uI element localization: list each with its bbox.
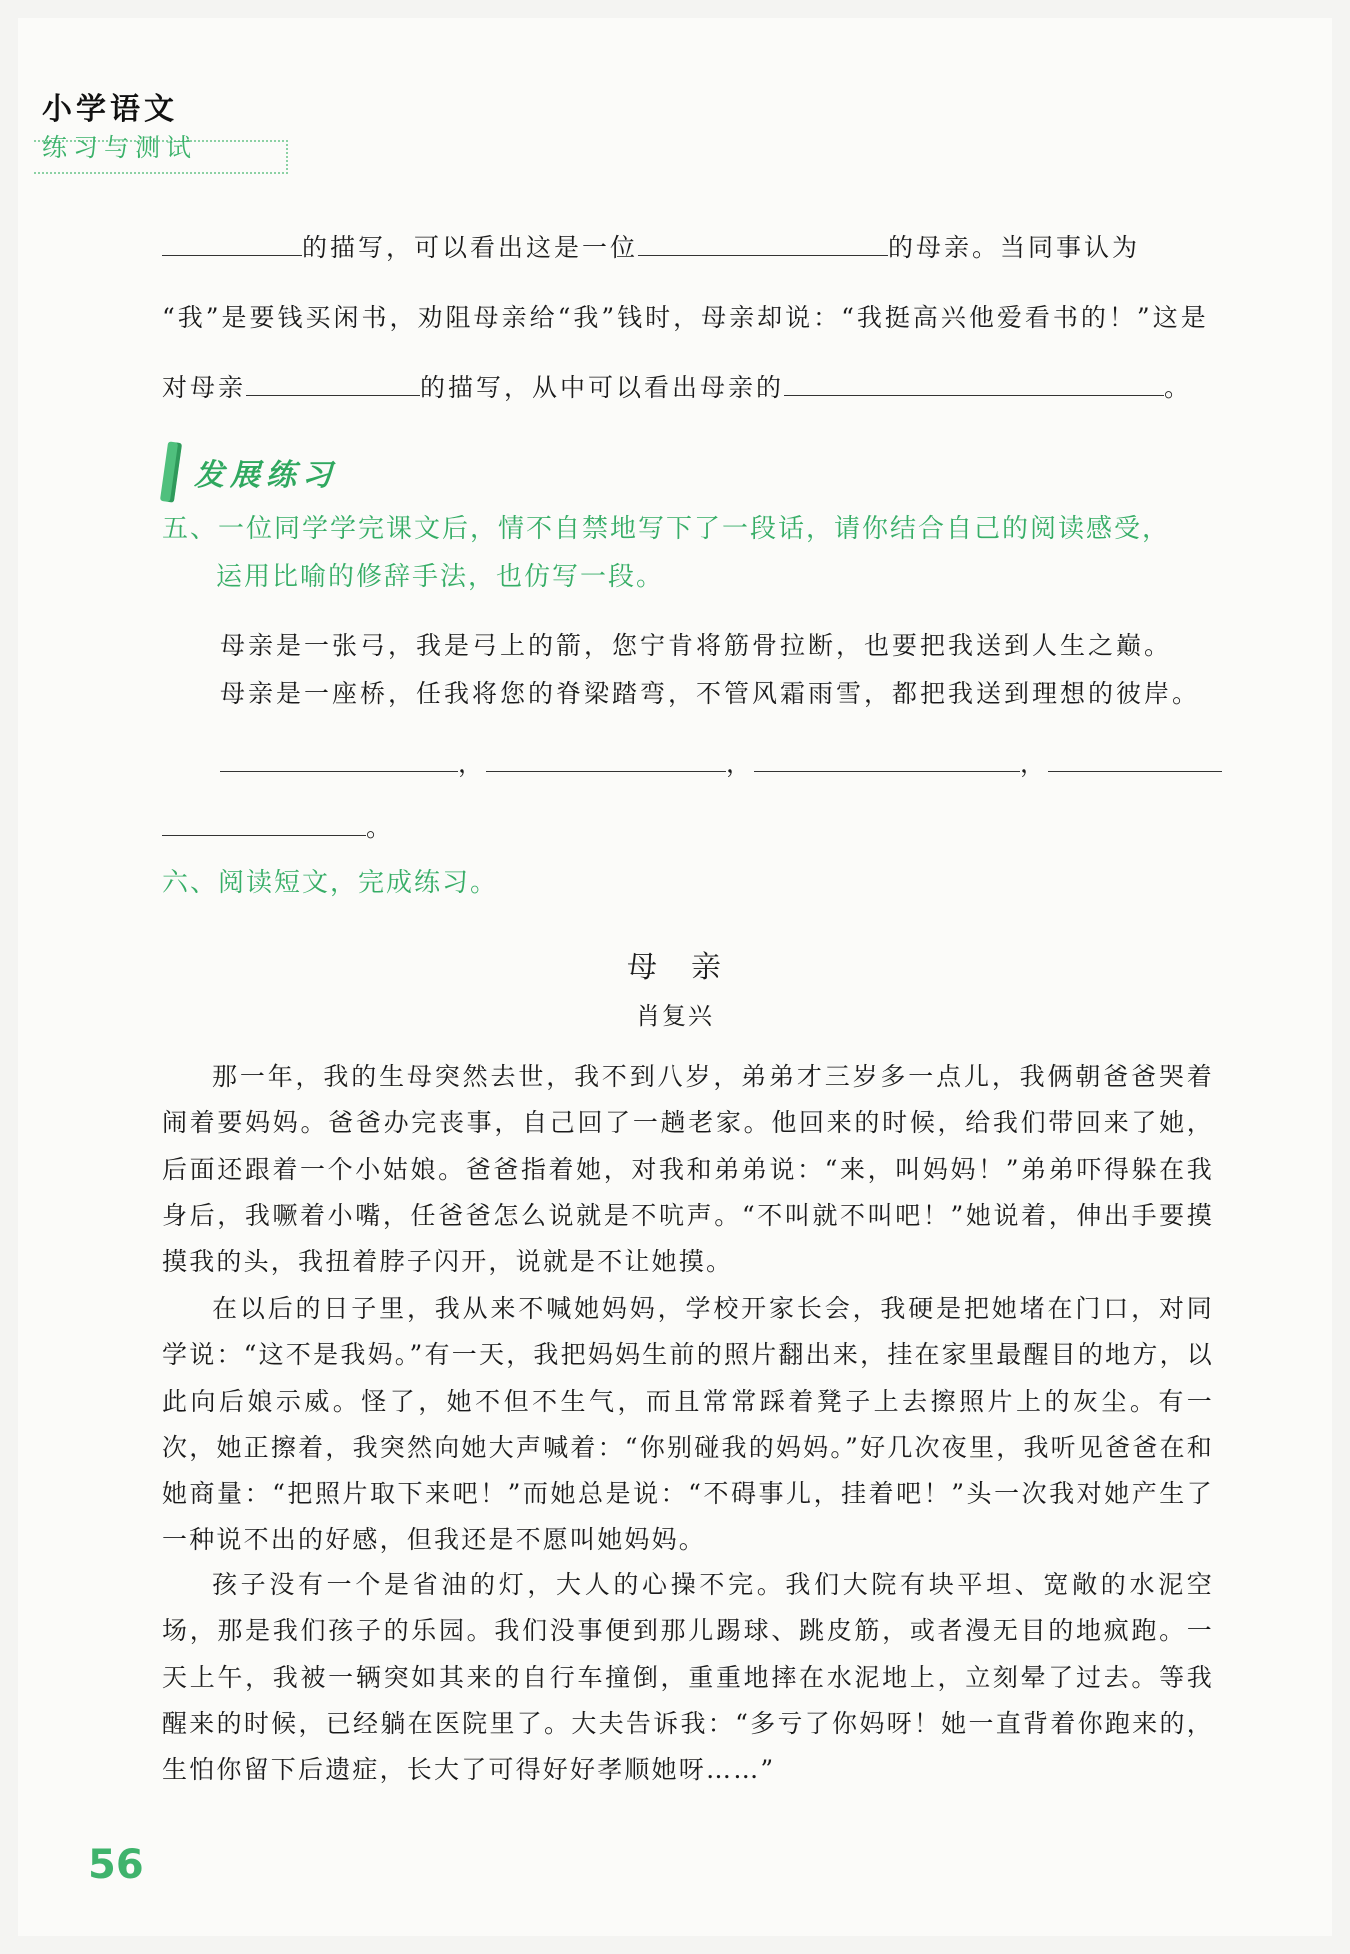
book-title: 小学语文: [42, 92, 178, 127]
answer-blank[interactable]: [784, 369, 1164, 396]
punctuation: ，: [1020, 749, 1049, 778]
exercise-text: 的母亲。当同事认为: [888, 233, 1141, 262]
section-heading: [164, 442, 338, 502]
exercise-text: 的描写，可以看出这是一位: [302, 233, 639, 262]
exercise-text: 的描写，从中可以看出母亲的: [420, 373, 785, 402]
answer-blank[interactable]: [486, 745, 726, 772]
answer-blank[interactable]: [638, 229, 888, 256]
answer-blank[interactable]: [220, 745, 458, 772]
answer-blank[interactable]: [162, 809, 366, 836]
answer-blank[interactable]: [162, 229, 302, 256]
writing-line-2: [162, 808, 1212, 844]
punctuation: 。: [366, 813, 395, 842]
answer-blank[interactable]: [1048, 745, 1222, 772]
article-paragraph-3: 孩子没有一个是省油的灯，大人的心操不完。我们大院有块平坦、宽敞的水泥空场，那是我们孩子的乐园。我们没事便到那儿踢球、跳皮筋，或者漫无目的地疯跑。一天上午，我被一辆突如其来的自行车撞倒，重重地摔在水泥地上，立刻晕了过去。等我醒来的时候，已经躺在医院里了。大夫告诉我：“多亏了你妈呀！她一直背着你跑来的，生怕你留下后遗症，长大了可得好好孝顺她呀……”: [162, 1570, 1214, 1785]
exercise-line-2: “我”是要钱买闲书，劝阻母亲给“我”钱时，母亲却说：“我挺高兴他爱看书的！”这是: [162, 303, 1209, 332]
example-sentence-2: 母亲是一座桥，任我将您的脊梁踏弯，不管风霜雨雪，都把我送到理想的彼岸。: [220, 679, 1201, 708]
answer-blank[interactable]: [754, 745, 1020, 772]
article-title: 母 亲: [627, 950, 723, 985]
example-sentence-1: 母亲是一张弓，我是弓上的箭，您宁肯将筋骨拉断，也要把我送到人生之巅。: [220, 631, 1173, 660]
punctuation: ，: [458, 749, 487, 778]
exercise-text: 对母亲: [162, 373, 247, 402]
punctuation: ，: [726, 749, 755, 778]
writing-line-1: [220, 744, 1270, 780]
article-paragraph-2: 在以后的日子里，我从来不喊她妈妈，学校开家长会，我硬是把她堵在门口，对同学说：“这不是我妈。”有一天，我把妈妈生前的照片翻出来，挂在家里最醒目的地方，以此向后娘示威。怪了，她不但不生气，而且常常踩着凳子上去擦照片上的灰尘。有一次，她正擦着，我突然向她大声喊着：“你别碰我的妈妈。”好几次夜里，我听见爸爸在和她商量：“把照片取下来吧！”而她总是说：“不碍事儿，挂着吧！”头一次我对她产生了一种说不出的好感，但我还是不愿叫她妈妈。: [162, 1294, 1214, 1555]
exercise-text: 。: [1164, 373, 1193, 402]
page-number: 56: [88, 1842, 144, 1888]
section-title: 发展练习: [194, 458, 338, 493]
exercise-line-1: [162, 228, 1212, 264]
answer-blank[interactable]: [246, 369, 420, 396]
question-5-line-2: 运用比喻的修辞手法，也仿写一段。: [216, 562, 665, 592]
question-6: 六、阅读短文，完成练习。: [162, 868, 499, 898]
exercise-line-3: [162, 368, 1212, 404]
article-author: 肖复兴: [636, 1002, 714, 1030]
article-paragraph-1: 那一年，我的生母突然去世，我不到八岁，弟弟才三岁多一点儿，我俩朝爸爸哭着闹着要妈妈。爸爸办完丧事，自己回了一趟老家。他回来的时候，给我们带回来了她，后面还跟着一个小姑娘。爸爸指着她，对我和弟弟说：“来，叫妈妈！”弟弟吓得躲在我身后，我噘着小嘴，任爸爸怎么说就是不吭声。“不叫就不叫吧！”她说着，伸出手要摸摸我的头，我扭着脖子闪开，说就是不让她摸。: [162, 1062, 1214, 1277]
question-5-line-1: 五、一位同学学完课文后，情不自禁地写下了一段话，请你结合自己的阅读感受，: [162, 514, 1171, 544]
book-subtitle: 练习与测试: [42, 133, 198, 162]
pencil-icon: [160, 441, 182, 502]
